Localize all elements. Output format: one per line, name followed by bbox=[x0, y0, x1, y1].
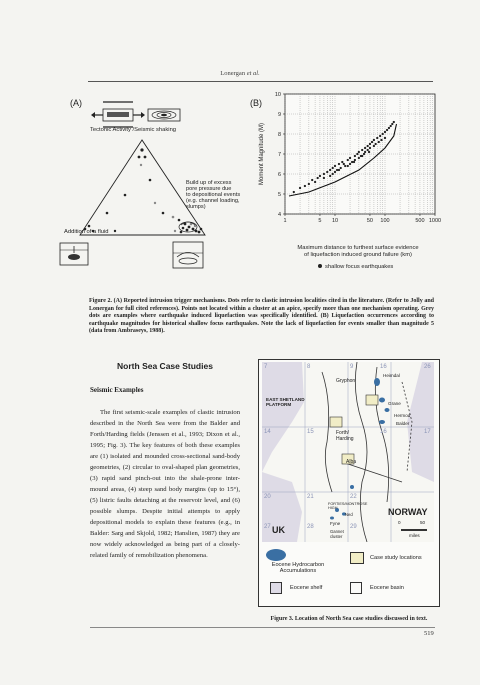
running-head-author: Lonergan bbox=[220, 70, 246, 77]
earthquake-point bbox=[367, 149, 369, 151]
earthquake-point bbox=[332, 167, 334, 169]
x-tick-label: 1000 bbox=[428, 218, 442, 224]
earthquake-point bbox=[391, 123, 393, 125]
earthquake-point bbox=[347, 159, 349, 161]
pore-pressure-line-3: to depositional events bbox=[186, 192, 241, 198]
running-head-suffix: et al. bbox=[246, 70, 260, 77]
legend-hydrocarbon-line-2: Accumulations bbox=[279, 568, 317, 575]
earthquake-point bbox=[334, 171, 336, 173]
label-gannet-line-2: cluster bbox=[330, 533, 343, 539]
legend-hydrocarbon-label bbox=[270, 562, 326, 574]
earthquake-point bbox=[379, 135, 381, 137]
label-east-shetland-platform bbox=[266, 397, 305, 407]
scale-fifty: 50 bbox=[420, 520, 426, 525]
label-gryphon: Gryphon bbox=[336, 378, 356, 384]
quadrant-21: 21 bbox=[307, 494, 314, 500]
header-rule bbox=[88, 81, 433, 82]
earthquake-point bbox=[323, 173, 325, 175]
earthquake-point bbox=[373, 145, 375, 147]
earthquake-point bbox=[380, 139, 382, 141]
quadrant-22: 22 bbox=[350, 494, 357, 500]
y-tick-label: 9 bbox=[277, 112, 281, 118]
y-axis-ticks bbox=[275, 92, 285, 218]
magnitude-distance-chart bbox=[255, 90, 445, 240]
earthquake-point bbox=[374, 143, 376, 145]
label-forties-montrose-high: FORTIES/MONTROSE HIGH bbox=[328, 502, 368, 511]
label-balder: Balder bbox=[396, 421, 410, 426]
earthquake-point bbox=[363, 153, 365, 155]
earthquake-point bbox=[364, 151, 366, 153]
y-tick-label: 4 bbox=[277, 212, 281, 218]
x-axis-ticks bbox=[283, 214, 441, 224]
earthquake-point bbox=[358, 157, 360, 159]
earthquake-point bbox=[343, 163, 345, 165]
earthquake-point bbox=[388, 127, 390, 129]
tectonic-activity-label: Tectonic Activity /Seismic shaking bbox=[90, 127, 177, 133]
x-tick-label: 10 bbox=[331, 218, 339, 224]
pore-pressure-line-5: slumps) bbox=[186, 204, 206, 210]
figure-2-caption: Figure 2. (A) Reported intrusion trigger mechanisms. Dots refer to clastic intrusion localities cited in the literature. (Refer to Jolly and Lonergan for full cited references). Points not located within a cluster at an apice, specify more than one mechanism operating. Grey dots are examples where earthquake induced liquefaction was specifically identified. (B) Liquefaction occurrences according to earthquake magnitudes for historical shallow focus earthquakes. Note the lack of liquefaction for events smaller than magnitude 5 (data from Ambraseys, 1988). bbox=[89, 298, 434, 335]
pore-pressure-line-2: pore pressure due bbox=[186, 186, 232, 192]
panel-a-label: (A) bbox=[70, 98, 82, 108]
x-tick-label: 50 bbox=[366, 218, 374, 224]
pore-pressure-line-1: Build up of excess bbox=[186, 180, 232, 186]
x-tick-label: 100 bbox=[380, 218, 390, 224]
y-tick-label: 7 bbox=[277, 152, 281, 158]
quadrant-27: 27 bbox=[264, 524, 271, 530]
earthquake-point bbox=[347, 165, 349, 167]
y-tick-label: 8 bbox=[277, 132, 281, 138]
label-forth-line-1: Forth/ bbox=[336, 430, 350, 436]
earthquake-point bbox=[311, 179, 313, 181]
legend-shelf-label: Eocene shelf bbox=[290, 585, 323, 591]
figure-3-caption: Figure 3. Location of North Sea case studies discussed in text. bbox=[270, 616, 428, 622]
x-axis-label-line-2: of liquefaction induced ground failure (km) bbox=[304, 251, 412, 258]
earthquake-point bbox=[349, 163, 351, 165]
legend-shelf-swatch bbox=[270, 582, 282, 594]
label-gannet-cluster bbox=[330, 530, 344, 539]
x-axis-label bbox=[283, 245, 433, 258]
quadrant-29: 29 bbox=[350, 524, 357, 530]
quadrant-9: 9 bbox=[350, 364, 354, 370]
earthquake-point bbox=[358, 151, 360, 153]
quadrant-20: 20 bbox=[264, 494, 271, 500]
y-tick-label: 5 bbox=[277, 192, 281, 198]
legend-basin-swatch bbox=[350, 582, 362, 594]
earthquake-point bbox=[382, 133, 384, 135]
x-tick-label: 500 bbox=[415, 218, 425, 224]
legend-case-study-label: Case study locations bbox=[370, 555, 422, 561]
footer-rule bbox=[90, 627, 435, 628]
earthquake-point bbox=[354, 159, 356, 161]
label-gannet-line-1: Gannet bbox=[330, 529, 344, 534]
earthquake-point bbox=[378, 141, 380, 143]
earthquake-point bbox=[361, 149, 363, 151]
quadrant-17: 17 bbox=[424, 429, 431, 435]
x-tick-label: 1 bbox=[283, 218, 287, 224]
earthquake-point bbox=[393, 121, 395, 123]
earthquake-point bbox=[354, 155, 356, 157]
earthquake-point bbox=[344, 165, 346, 167]
addition-fluid-label: Addition of a fluid bbox=[64, 229, 109, 235]
section-heading: North Sea Case Studies bbox=[117, 361, 213, 371]
earthquake-point bbox=[299, 187, 301, 189]
earthquake-point bbox=[386, 129, 388, 131]
earthquake-point bbox=[293, 191, 295, 193]
label-forth-harding bbox=[336, 431, 354, 442]
label-heimdal: Heimdal bbox=[383, 373, 400, 378]
label-platform-line-1: EAST SHETLAND bbox=[266, 397, 305, 402]
earthquake-point bbox=[332, 173, 334, 175]
earthquake-point bbox=[367, 145, 369, 147]
earthquake-point bbox=[353, 161, 355, 163]
quadrant-7: 7 bbox=[264, 364, 268, 370]
scale-zero: 0 bbox=[398, 520, 401, 525]
legend-hydrocarbon-line-1: Eocene Hydrocarbon bbox=[271, 562, 325, 568]
pore-pressure-line-4: (e.g. channel loading, bbox=[186, 198, 240, 204]
quadrant-15: 15 bbox=[307, 429, 314, 435]
label-uk: UK bbox=[272, 525, 285, 535]
earthquake-point bbox=[376, 137, 378, 139]
earthquake-point bbox=[319, 175, 321, 177]
earthquake-point bbox=[361, 155, 363, 157]
earthquake-point bbox=[356, 153, 358, 155]
legend-dot-icon bbox=[318, 264, 322, 268]
label-alba: Alba bbox=[346, 459, 357, 465]
legend-case-study-swatch bbox=[350, 552, 364, 564]
earthquake-point bbox=[317, 177, 319, 179]
legend-basin-label: Eocene basin bbox=[370, 585, 404, 591]
earthquake-point bbox=[371, 141, 373, 143]
fluid-icon bbox=[60, 243, 88, 265]
earthquake-point bbox=[373, 139, 375, 141]
earthquake-point bbox=[338, 163, 340, 165]
earthquake-point bbox=[314, 181, 316, 183]
x-axis-label-line-1: Maximum distance to furthest surface evidence bbox=[297, 245, 419, 251]
label-nelson: Ned bbox=[345, 512, 353, 517]
quadrant-16: 16 bbox=[380, 429, 387, 435]
quadrant-28: 28 bbox=[307, 524, 314, 530]
pore-pressure-label bbox=[186, 180, 266, 210]
earthquake-point bbox=[329, 175, 331, 177]
y-tick-label: 10 bbox=[274, 92, 281, 98]
chart-legend bbox=[318, 264, 393, 270]
earthquake-point bbox=[390, 125, 392, 127]
earthquake-point bbox=[384, 137, 386, 139]
label-platform-line-2: PLATFORM bbox=[266, 402, 292, 407]
y-axis-label: Moment Magnitude (M) bbox=[259, 122, 265, 186]
x-tick-label: 5 bbox=[318, 218, 322, 224]
earthquake-point bbox=[369, 143, 371, 145]
intrusion-locality-dots bbox=[81, 148, 203, 233]
label-fyne: Fyne bbox=[330, 521, 341, 526]
earthquake-point bbox=[334, 165, 336, 167]
body-paragraph: The first seismic-scale examples of clastic intrusion described in the North Sea were from the Balder and Forth/Harding fields (Jenssen et al., 1993; Dixon et al., 1995; Fig. 3). The key features of both these examples are (1) isolated and mounded cross-sectional sand-body geometries, (2) circular to oval-shaped plan geometries, (3) rapid sand pinch-out into the shale-prone inter-mound areas, (4) steep sand body margins (up to 15°), (5) listric faults detaching at the reservoir level, and (6) possible slumps. Despite initial attempts to apply depositional models to explain these features (e.g., in Balder: Sarg and Skjold, 1982; Hanslien, 1987) they are now widely acknowledged as being part of a closely-related family of remobilization phenomena. bbox=[90, 409, 240, 559]
quadrant-8: 8 bbox=[307, 364, 311, 370]
map-legend bbox=[262, 546, 434, 602]
label-forth-line-2: Harding bbox=[336, 435, 354, 442]
subsection-heading: Seismic Examples bbox=[90, 386, 144, 394]
earthquake-point bbox=[338, 169, 340, 171]
earthquake-point bbox=[304, 185, 306, 187]
label-hermod: Hermod bbox=[394, 413, 411, 418]
tectonic-icon bbox=[91, 102, 145, 127]
earthquake-point bbox=[368, 151, 370, 153]
label-grane: Grane bbox=[388, 401, 401, 406]
earthquake-point bbox=[364, 147, 366, 149]
quadrant-14: 14 bbox=[264, 429, 271, 435]
earthquake-point bbox=[323, 177, 325, 179]
earthquake-point bbox=[369, 147, 371, 149]
earthquake-point bbox=[349, 157, 351, 159]
page-number: 519 bbox=[424, 630, 434, 637]
quadrant-26: 26 bbox=[424, 364, 431, 370]
earthquake-point bbox=[329, 169, 331, 171]
earthquake-point bbox=[308, 183, 310, 185]
scale-bar bbox=[401, 529, 427, 531]
running-head bbox=[0, 70, 480, 77]
scale-unit: miles bbox=[409, 533, 420, 538]
y-tick-label: 6 bbox=[277, 172, 281, 178]
label-norway: NORWAY bbox=[388, 507, 428, 517]
quadrant-16-top: 16 bbox=[380, 364, 387, 370]
earthquake-point bbox=[341, 161, 343, 163]
earthquake-point bbox=[326, 171, 328, 173]
legend-label: shallow focus earthquakes bbox=[325, 264, 394, 270]
earthquake-point bbox=[340, 167, 342, 169]
channel-loading-icon bbox=[173, 242, 203, 268]
earthquake-point bbox=[384, 131, 386, 133]
panel-b-label: (B) bbox=[250, 98, 262, 108]
seismic-icon bbox=[148, 109, 180, 121]
legend-hydrocarbon-swatch bbox=[266, 549, 286, 561]
